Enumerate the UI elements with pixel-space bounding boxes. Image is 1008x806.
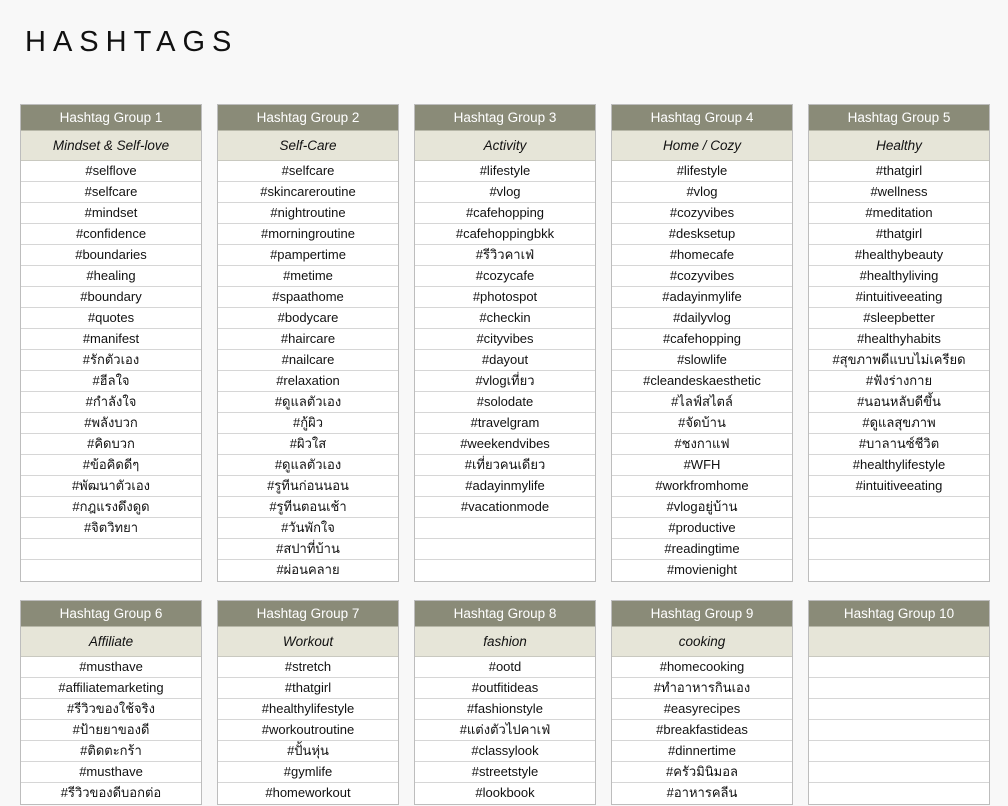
hashtag-cell[interactable]: #selfcare [21, 182, 201, 203]
hashtag-cell[interactable]: #haircare [218, 329, 398, 350]
hashtag-cell[interactable]: #ป้ายยาของดี [21, 720, 201, 741]
hashtag-cell[interactable]: #วันพักใจ [218, 518, 398, 539]
hashtag-cell[interactable]: #healthybeauty [809, 245, 989, 266]
hashtag-cell[interactable]: #lifestyle [415, 161, 595, 182]
hashtag-cell[interactable]: #travelgram [415, 413, 595, 434]
group-header[interactable]: Hashtag Group 9 [612, 601, 792, 627]
hashtag-cell[interactable]: #thatgirl [218, 678, 398, 699]
group-category[interactable]: Mindset & Self-love [21, 131, 201, 161]
hashtag-cell[interactable]: #adayinmylife [415, 476, 595, 497]
hashtag-cell[interactable] [415, 560, 595, 581]
hashtag-cell[interactable]: #intuitiveeating [809, 476, 989, 497]
hashtag-cell[interactable]: #ทำอาหารกินเอง [612, 678, 792, 699]
hashtag-cell[interactable]: #นอนหลับดีขึ้น [809, 392, 989, 413]
hashtag-group-3 [414, 104, 596, 582]
group-category[interactable]: Affiliate [21, 627, 201, 657]
hashtag-group-9 [611, 600, 793, 805]
hashtag-cell[interactable]: #mindset [21, 203, 201, 224]
hashtag-cell[interactable]: #productive [612, 518, 792, 539]
hashtag-group-2 [217, 104, 399, 582]
hashtag-cell[interactable]: #nailcare [218, 350, 398, 371]
hashtag-cell[interactable]: #cleandeskaesthetic [612, 371, 792, 392]
hashtag-cell[interactable]: #easyrecipes [612, 699, 792, 720]
hashtag-cell[interactable]: #breakfastideas [612, 720, 792, 741]
hashtag-cell[interactable]: #quotes [21, 308, 201, 329]
hashtag-cell[interactable] [809, 518, 989, 539]
hashtag-cell[interactable] [809, 539, 989, 560]
hashtag-group-8 [414, 600, 596, 805]
hashtag-cell[interactable]: #affiliatemarketing [21, 678, 201, 699]
group-header[interactable]: Hashtag Group 7 [218, 601, 398, 627]
hashtag-cell[interactable]: #healthylifestyle [218, 699, 398, 720]
hashtag-cell[interactable]: #healthyliving [809, 266, 989, 287]
hashtag-cell[interactable]: #classylook [415, 741, 595, 762]
hashtag-cell[interactable]: #cafehoppingbkk [415, 224, 595, 245]
hashtag-cell[interactable]: #dinnertime [612, 741, 792, 762]
hashtag-cell[interactable]: #musthave [21, 657, 201, 678]
hashtag-cell[interactable]: #boundary [21, 287, 201, 308]
hashtag-cell[interactable]: #กู้ผิว [218, 413, 398, 434]
hashtag-cell[interactable]: #เที่ยวคนเดียว [415, 455, 595, 476]
hashtag-cell[interactable]: #รีวิวของใช้จริง [21, 699, 201, 720]
hashtag-cell[interactable]: #ดูแลตัวเอง [218, 455, 398, 476]
hashtag-cell[interactable]: #สุขภาพดีแบบไม่เครียด [809, 350, 989, 371]
hashtag-cell[interactable]: #cafehopping [612, 329, 792, 350]
hashtag-cell[interactable]: #morningroutine [218, 224, 398, 245]
group-category[interactable]: Workout [218, 627, 398, 657]
hashtag-cell[interactable]: #movienight [666, 562, 738, 577]
hashtag-cell[interactable]: #thatgirl [809, 224, 989, 245]
group-category[interactable] [809, 627, 989, 657]
hashtag-cell[interactable]: #dailyvlog [612, 308, 792, 329]
hashtag-cell[interactable]: #desksetup [612, 224, 792, 245]
hashtag-cell[interactable]: #ootd [415, 657, 595, 678]
hashtag-cell[interactable]: #checkin [415, 308, 595, 329]
hashtag-cell[interactable]: #พลังบวก [21, 413, 201, 434]
hashtag-cell[interactable]: #stretch [218, 657, 398, 678]
hashtag-group-1 [20, 104, 202, 582]
hashtag-cell[interactable]: #selfcare [218, 161, 398, 182]
hashtag-cell[interactable]: #ไลฟ์สไตล์ [612, 392, 792, 413]
hashtag-cell[interactable]: #cozycafe [415, 266, 595, 287]
hashtag-cell[interactable]: #selflove [21, 161, 201, 182]
hashtag-cell[interactable] [21, 539, 201, 560]
hashtag-cell[interactable] [809, 678, 989, 699]
hashtag-cell[interactable]: #ฮีลใจ [21, 371, 201, 392]
group-category[interactable]: Activity [415, 131, 595, 161]
hashtag-cell[interactable]: #photospot [415, 287, 595, 308]
group-header[interactable]: Hashtag Group 4 [612, 105, 792, 131]
hashtag-cell[interactable]: #boundaries [21, 245, 201, 266]
group-category[interactable]: cooking [612, 627, 792, 657]
hashtag-group-5 [808, 104, 990, 582]
hashtag-cell[interactable]: #sleepbetter [809, 308, 989, 329]
hashtag-cell[interactable] [809, 783, 989, 804]
hashtag-cell[interactable]: #adayinmylife [612, 287, 792, 308]
hashtag-group-7 [217, 600, 399, 805]
hashtag-cell[interactable]: #WFH [612, 455, 792, 476]
group-category[interactable]: Healthy [809, 131, 989, 161]
hashtag-cell[interactable]: #cozyvibes [612, 266, 792, 287]
hashtag-cell[interactable] [809, 560, 989, 581]
hashtag-cell[interactable]: #อาหารคลีน [666, 785, 738, 800]
hashtag-cell[interactable]: #musthave [21, 762, 201, 783]
hashtag-cell[interactable]: #vlogเที่ยว [415, 371, 595, 392]
hashtag-cell[interactable]: #solodate [415, 392, 595, 413]
hashtag-cell[interactable]: #bodycare [218, 308, 398, 329]
hashtag-cell[interactable]: #meditation [809, 203, 989, 224]
hashtag-group-6 [20, 600, 202, 805]
hashtag-cell[interactable] [809, 720, 989, 741]
hashtag-cell[interactable]: #vlogอยู่บ้าน [612, 497, 792, 518]
hashtag-cell[interactable] [21, 560, 201, 581]
hashtag-cell[interactable]: #กำลังใจ [21, 392, 201, 413]
hashtag-cell[interactable]: #ครัวมินิมอล [612, 762, 792, 783]
hashtag-cell[interactable]: #จัดบ้าน [612, 413, 792, 434]
hashtag-cell[interactable]: #weekendvibes [415, 434, 595, 455]
hashtag-cell[interactable]: #workfromhome [612, 476, 792, 497]
hashtag-cell[interactable]: #healing [21, 266, 201, 287]
hashtag-cell[interactable]: #รักตัวเอง [21, 350, 201, 371]
hashtag-cell[interactable]: #wellness [809, 182, 989, 203]
group-header[interactable]: Hashtag Group 5 [809, 105, 989, 131]
hashtag-cell[interactable]: #lifestyle [612, 161, 792, 182]
hashtag-cell[interactable]: #vlog [612, 182, 792, 203]
hashtag-cell[interactable]: #ติดตะกร้า [21, 741, 201, 762]
hashtag-group-4 [611, 104, 793, 582]
hashtag-cell[interactable]: #nightroutine [218, 203, 398, 224]
hashtag-cell[interactable]: #homecafe [612, 245, 792, 266]
hashtag-cell[interactable]: #dayout [415, 350, 595, 371]
hashtag-cell[interactable]: #สปาที่บ้าน [218, 539, 398, 560]
hashtag-cell[interactable] [809, 497, 989, 518]
hashtag-cell[interactable]: #รีวิวของดีบอกต่อ [60, 785, 162, 800]
hashtag-cell[interactable]: #homecooking [612, 657, 792, 678]
hashtag-cell[interactable]: #ข้อคิดดีๆ [21, 455, 201, 476]
hashtag-cell[interactable]: #spaathome [218, 287, 398, 308]
group-category[interactable]: Self-Care [218, 131, 398, 161]
hashtag-cell[interactable]: #relaxation [218, 371, 398, 392]
hashtag-cell[interactable]: #readingtime [612, 539, 792, 560]
hashtag-cell[interactable]: #vacationmode [415, 497, 595, 518]
hashtag-cell[interactable]: #thatgirl [809, 161, 989, 182]
group-header[interactable]: Hashtag Group 8 [415, 601, 595, 627]
group-header[interactable]: Hashtag Group 2 [218, 105, 398, 131]
hashtag-cell[interactable]: #ผ่อนคลาย [276, 562, 340, 577]
hashtag-cell[interactable]: #intuitiveeating [809, 287, 989, 308]
hashtag-cell[interactable]: #ผิวใส [218, 434, 398, 455]
hashtag-cell[interactable]: #homeworkout [265, 785, 351, 800]
hashtag-cell[interactable]: #manifest [21, 329, 201, 350]
hashtag-cell[interactable]: #cityvibes [415, 329, 595, 350]
hashtag-cell[interactable]: #metime [218, 266, 398, 287]
hashtag-cell[interactable]: #slowlife [612, 350, 792, 371]
hashtag-cell[interactable]: #confidence [21, 224, 201, 245]
hashtag-cell[interactable]: #healthylifestyle [809, 455, 989, 476]
group-header[interactable]: Hashtag Group 6 [21, 601, 201, 627]
hashtag-cell[interactable]: #healthyhabits [809, 329, 989, 350]
hashtag-cell[interactable]: #cozyvibes [612, 203, 792, 224]
group-category[interactable]: Home / Cozy [612, 131, 792, 161]
hashtag-cell[interactable]: #outfitideas [415, 678, 595, 699]
hashtag-cell[interactable] [415, 518, 595, 539]
hashtag-cell[interactable]: #gymlife [218, 762, 398, 783]
hashtag-cell[interactable] [809, 657, 989, 678]
hashtag-cell[interactable] [415, 539, 595, 560]
page-title: HASHTAGS [25, 26, 239, 58]
hashtag-cell[interactable]: #ชงกาแฟ [612, 434, 792, 455]
hashtag-cell[interactable]: #รูทีนตอนเช้า [218, 497, 398, 518]
hashtag-cell[interactable]: #lookbook [475, 785, 535, 800]
group-header[interactable]: Hashtag Group 10 [809, 601, 989, 627]
hashtag-cell[interactable]: #ดูแลตัวเอง [218, 392, 398, 413]
hashtag-cell[interactable]: #กฎแรงดึงดูด [21, 497, 201, 518]
hashtag-cell[interactable]: #ดูแลสุขภาพ [809, 413, 989, 434]
hashtag-cell[interactable]: #workoutroutine [218, 720, 398, 741]
hashtag-cell[interactable]: #คิดบวก [21, 434, 201, 455]
hashtag-cell[interactable]: #บาลานซ์ชีวิต [809, 434, 989, 455]
hashtag-cell[interactable]: #cafehopping [415, 203, 595, 224]
hashtag-cell[interactable] [809, 741, 989, 762]
hashtag-cell[interactable] [809, 762, 989, 783]
hashtag-cell[interactable]: #จิตวิทยา [21, 518, 201, 539]
hashtag-cell[interactable]: #แต่งตัวไปคาเฟ่ [415, 720, 595, 741]
hashtag-group-10 [808, 600, 990, 805]
hashtag-cell[interactable]: #streetstyle [415, 762, 595, 783]
hashtag-cell[interactable] [809, 699, 989, 720]
hashtag-cell[interactable]: #pampertime [218, 245, 398, 266]
hashtag-cell[interactable]: #พัฒนาตัวเอง [21, 476, 201, 497]
hashtag-cell[interactable]: #skincareroutine [218, 182, 398, 203]
hashtag-cell[interactable]: #ฟังร่างกาย [809, 371, 989, 392]
group-category[interactable]: fashion [415, 627, 595, 657]
hashtag-cell[interactable]: #fashionstyle [415, 699, 595, 720]
group-header[interactable]: Hashtag Group 1 [21, 105, 201, 131]
hashtag-cell[interactable]: #รูทีนก่อนนอน [218, 476, 398, 497]
hashtag-cell[interactable]: #ปั้นหุ่น [218, 741, 398, 762]
hashtag-cell[interactable]: #รีวิวคาเฟ่ [415, 245, 595, 266]
group-header[interactable]: Hashtag Group 3 [415, 105, 595, 131]
hashtag-cell[interactable]: #vlog [415, 182, 595, 203]
